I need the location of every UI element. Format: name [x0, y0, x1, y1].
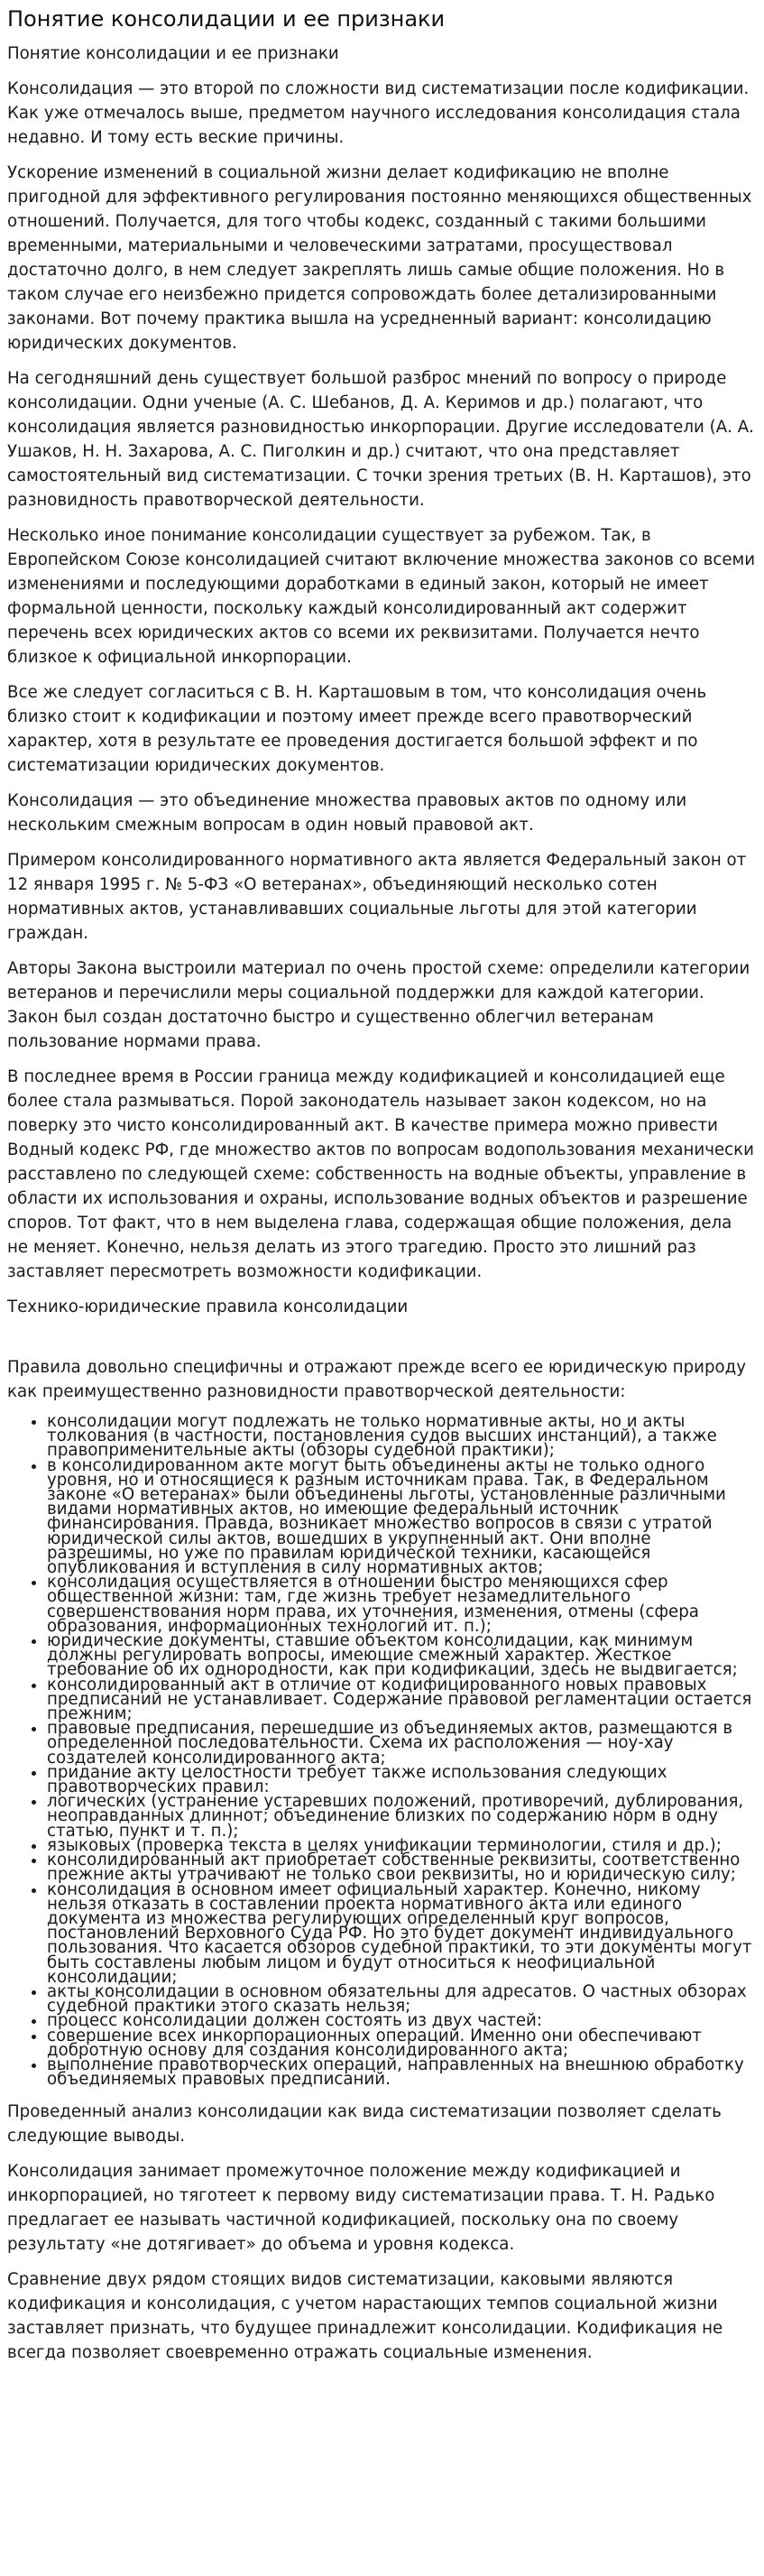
list-item: • акты консолидации в основном обязательны для адресатов. О частных обзорах судебной практики этого сказать нельзя; [47, 1985, 757, 2014]
list-item: • консолидация осуществляется в отношении быстро меняющихся сфер общественной жизни: там, где жизнь требует незамедлительного совершенствования норм права, их уточнения, изменения, отмены (сфера образования, информационных технологий ит. п.); [47, 1575, 757, 1634]
article-subtitle: Понятие консолидации и ее признаки [7, 44, 339, 63]
list-item: • юридические документы, ставшие объектом консолидации, как минимум должны регулировать вопросы, имеющие смежный характер. Жесткое требование об их однородности, как при кодификации, здесь не выдвигается; [47, 1634, 757, 1678]
list-item: • процесс консолидации должен состоять из двух частей: [47, 2014, 757, 2028]
paragraph: Проведенный анализ консолидации как вида систематизации позволяет сделать следующие выводы. [7, 2102, 722, 2147]
list-item: • консолидация в основном имеет официальный характер. Конечно, никому нельзя отказать в составлении проекта нормативного акта или единого документа из множества регулирующих определенный круг вопросов, постановлений Верховного Суда РФ. Но это будет документ индивидуального пользования. Что касается обзоров судебной практики, то эти документы могут быть составлены любым лицом и будут относиться к неофициальной консолидации; [47, 1883, 757, 1985]
section-heading: Технико-юридические правила консолидации [7, 1297, 409, 1316]
list-item: • в консолидированном акте могут быть объединены акты не только одного уровня, но и относящиеся к разным источникам права. Так, в Федеральном законе «О ветеранах» были объединены льготы, установленные различными видами нормативных актов, но имеющие федеральный источник финансирования. Правда, возникает множество вопросов в связи с утратой юридической силы актов, вошедших в укрупненный акт. Они вполне разрешимы, но уже по правилам юридической техники, касающейся опубликования и вступления в силу нормативных актов; [47, 1459, 757, 1576]
list-item: • консолидации могут подлежать не только нормативные акты, но и акты толкования (в частности, постановления судов высших инстанций), а также правоприменительные акты (обзоры судебной практики); [47, 1415, 757, 1459]
paragraph: Сравнение двух рядом стоящих видов систематизации, каковыми являются кодификация и консолидация, с учетом нарастающих темпов социальной жизни заставляет признать, что будущее принадлежит консолидации. Кодификация не всегда позволяет своевременно отражать социальные изменения. [7, 2270, 723, 2363]
rules-intro: Правила довольно специфичны и отражают прежде всего ее юридическую природу как преимущественно разновидности правотворческой деятельности: [7, 1358, 747, 1401]
list-item: • выполнение правотворческих операций, направленных на внешнюю обработку объединяемых правовых предписаний. [47, 2058, 757, 2087]
list-item: • консолидированный акт приобретает собственные реквизиты, соответственно прежние акты утрачивают не только свои реквизиты, но и юридическую силу; [47, 1853, 757, 1882]
list-item: • языковых (проверка текста в целях унификации терминологии, стиля и др.); [47, 1839, 757, 1853]
list-item: • придание акту целостности требует также использования следующих правотворческих правил: [47, 1766, 757, 1795]
paragraph: В последнее время в России граница между кодификацией и консолидацией еще более стала размываться. Порой законодатель называет закон кодексом, но на поверку это чисто консолидированный акт. В качестве примера можно привести Водный кодекс РФ, где множество актов по вопросам водопользования механически расставлено по следующей схеме: собственность на водные объекты, управление в области их использования и охраны, использование водных объектов и разрешение споров. Тот факт, что в нем выделена глава, содержащая общие положения, дела не меняет. Конечно, нельзя делать из этого трагедию. Просто это лишний раз заставляет пересмотреть возможности кодификации. [7, 1067, 754, 1281]
paragraph: Консолидация — это второй по сложности вид систематизации после кодификации. Как уже отмечалось выше, предметом научного исследования консолидация стала недавно. И тому есть веские причины. [7, 79, 750, 147]
paragraph: На сегодняшний день существует большой разброс мнений по вопросу о природе консолидации. Одни ученые (А. С. Шебанов, Д. А. Керимов и др.) полагают, что консолидация является разновидностью инкорпорации. Другие исследователи (А. А. Ушаков, Н. Н. Захарова, А. С. Пиголкин и др.) считают, что она представляет самостоятельный вид систематизации. С точки зрения третьих (В. Н. Карташов), это разновидность правотворческой деятельности. [7, 369, 754, 510]
paragraph: Несколько иное понимание консолидации существует за рубежом. Так, в Европейском Союзе консолидацией считают включение множества законов со всеми изменениями и последующими доработками в единый закон, который не имеет формальной ценности, поскольку каждый консолидированный акт содержит перечень всех юридических актов со всеми их реквизитами. Получается нечто близкое к официальной инкорпорации. [7, 526, 756, 667]
paragraph: Примером консолидированного нормативного акта является Федеральный закон от 12 января 1995 г. № 5-ФЗ «О ветеранах», объединяющий несколько сотен нормативных актов, устанавливавших социальные льготы для этой категории граждан. [7, 851, 747, 943]
paragraph: Консолидация занимает промежуточное положение между кодификацией и инкорпорацией, но тяготеет к первому виду систематизации права. Т. Н. Радько предлагает ее называть частичной кодификацией, поскольку она по своему результату «не дотягивает» до объема и уровня кодекса. [7, 2162, 715, 2255]
paragraph: Все же следует согласиться с В. Н. Карташовым в том, что консолидация очень близко стоит к кодификации и поэтому имеет прежде всего правотворческий характер, хотя в результате ее проведения достигается большой эффект и по систематизации юридических документов. [7, 683, 707, 775]
page-title: Понятие консолидации и ее признаки [7, 6, 446, 32]
list-item: • консолидированный акт в отличие от кодифицированного новых правовых предписаний не устанавливает. Содержание правовой регламентации остается прежним; [47, 1678, 757, 1722]
paragraph: Авторы Закона выстроили материал по очень простой схеме: определили категории ветеранов и перечислили меры социальной поддержки для каждой категории. Закон был создан достаточно быстро и существенно облегчил ветеранам пользование нормами права. [7, 959, 750, 1051]
list-item: • логических (устранение устаревших положений, противоречий, дублирования, неоправданных длиннот; объединение близких по содержанию норм в одну статью, пункт и т. п.); [47, 1795, 757, 1839]
definition-paragraph: Консолидация — это объединение множества правовых актов по одному или нескольким смежным вопросам в один новый правовой акт. [7, 791, 687, 835]
intro-section [7, 77, 757, 1284]
rules-list [7, 1412, 757, 2090]
paragraph: Ускорение изменений в социальной жизни делает кодификацию не вполне пригодной для эффективного регулирования постоянно меняющихся общественных отношений. Получается, для того чтобы кодекс, созданный с такими большими временными, материальными и человеческими затратами, просуществовал достаточно долго, в нем следует закреплять лишь самые общие положения. Но в таком случае его неизбежно придется сопровождать более детализированными законами. Вот почему практика вышла на усредненный вариант: консолидацию юридических документов. [7, 163, 752, 353]
list-item: • совершение всех инкорпорационных операций. Именно они обеспечивают добротную основу для создания консолидированного акта; [47, 2029, 757, 2058]
list-item: • правовые предписания, перешедшие из объединяемых актов, размещаются в определенной последовательности. Схема их расположения — ноу-хау создателей консолидированного акта; [47, 1722, 757, 1766]
conclusion-section [7, 2100, 757, 2365]
